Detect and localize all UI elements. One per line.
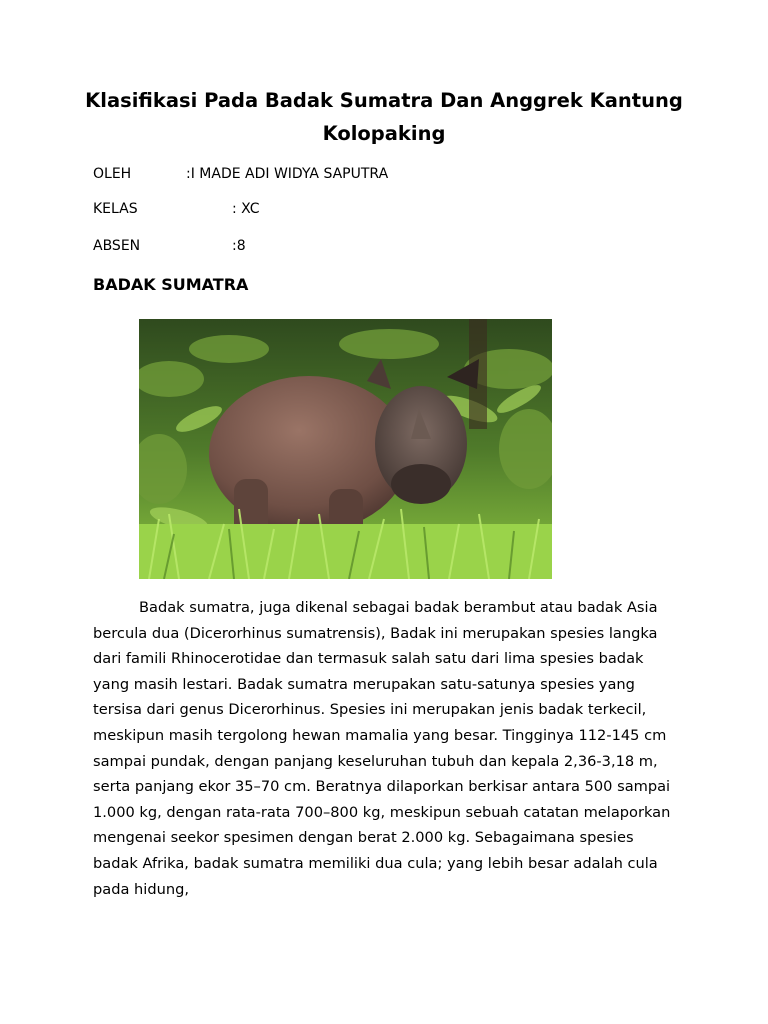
meta-label-oleh: OLEH: [93, 166, 132, 182]
meta-absen: [93, 237, 246, 255]
paragraph-text: Badak sumatra, juga dikenal sebagai badak berambut atau badak Asia bercula dua (Dicerorhinus sumatrensis), Badak ini merupakan spesies langka dari famili Rhinocerotidae dan termasuk salah satu dari lima spesies badak yang masih lestari. Badak sumatra merupakan satu-satunya spesies yang tersisa dari genus Dicerorhinus. Spesies ini merupakan jenis badak terkecil, meskipun masih tergolong hewan mamalia yang besar. Tingginya 112-145 cm sampai pundak, dengan panjang keseluruhan tubuh dan kepala 2,36-3,18 m, serta panjang ekor 35–70 cm. Beratnya dilaporkan berkisar antara 500 sampai 1.000 kg, dengan rata-rata 700–800 kg, meskipun sebuah catatan melaporkan mengenai seekor spesimen dengan berat 2.000 kg. Sebagaimana spesies badak Afrika, badak sumatra memiliki dua cula; yang lebih besar adalah cula pada hidung,: [93, 599, 671, 898]
meta-oleh: [93, 165, 389, 183]
meta-label-kelas: KELAS: [93, 201, 138, 217]
meta-kelas: [93, 200, 260, 218]
meta-value-kelas: : XC: [232, 201, 260, 217]
section-heading: BADAK SUMATRA: [93, 275, 249, 294]
meta-value-oleh: :I MADE ADI WIDYA SAPUTRA: [186, 166, 389, 182]
body-paragraph: [93, 595, 683, 902]
meta-label-absen: ABSEN: [93, 238, 141, 254]
rhino-photo: [139, 319, 552, 579]
document-title: Klasifikasi Pada Badak Sumatra Dan Anggrek Kantung Kolopaking: [85, 89, 683, 145]
meta-value-absen: :8: [232, 238, 246, 254]
